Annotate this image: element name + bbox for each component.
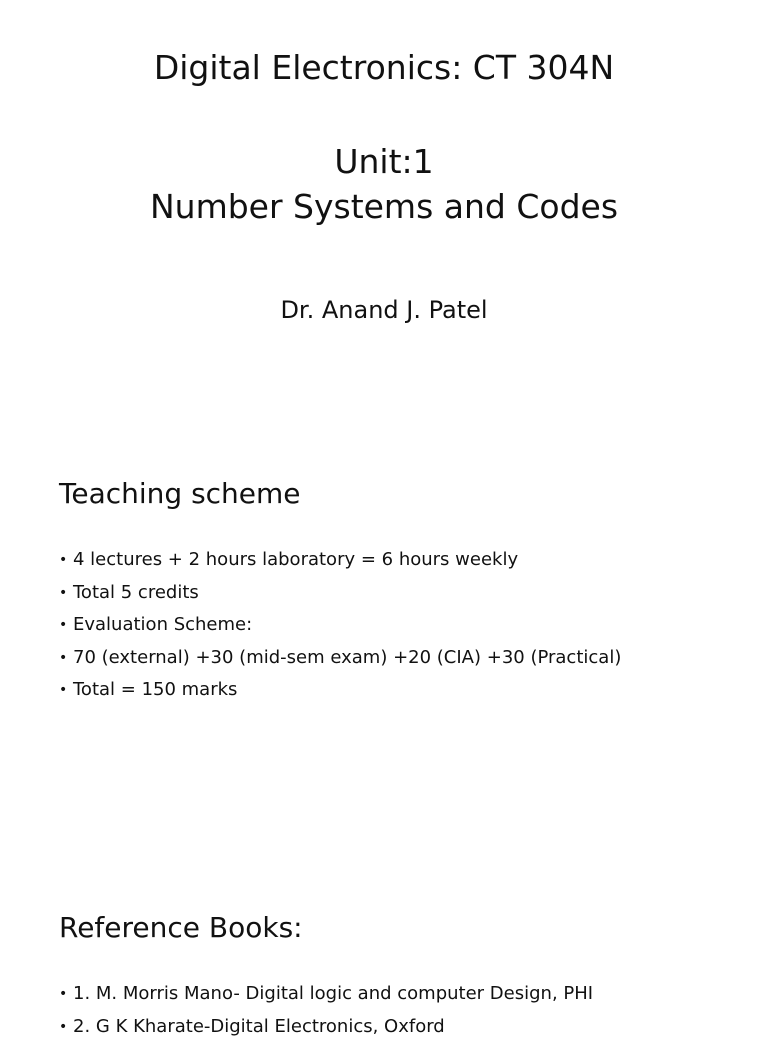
list-item <box>59 612 621 645</box>
list-item <box>59 1014 593 1046</box>
title-slide <box>0 0 768 432</box>
reference-books-slide <box>0 864 768 1024</box>
reference-books-heading: Reference Books: <box>59 910 303 946</box>
list-item <box>59 981 593 1014</box>
teaching-scheme-slide <box>0 432 768 864</box>
bullet-icon: • <box>59 645 67 671</box>
list-item-text: Total 5 credits <box>73 582 199 603</box>
author-name: Dr. Anand J. Patel <box>0 294 768 326</box>
reference-books-list <box>59 981 593 1046</box>
bullet-icon: • <box>59 547 67 573</box>
teaching-scheme-list <box>59 547 621 710</box>
bullet-icon: • <box>59 981 67 1007</box>
unit-topic: Number Systems and Codes <box>0 187 768 227</box>
list-item <box>59 547 621 580</box>
list-item-text: 4 lectures + 2 hours laboratory = 6 hours weekly <box>73 549 518 570</box>
list-item-text: Evaluation Scheme: <box>73 614 252 635</box>
bullet-icon: • <box>59 612 67 638</box>
bullet-icon: • <box>59 1014 67 1040</box>
teaching-scheme-heading: Teaching scheme <box>59 476 301 512</box>
list-item-text: 70 (external) +30 (mid-sem exam) +20 (CIA) +30 (Practical) <box>73 647 621 668</box>
list-item <box>59 645 621 678</box>
list-item-text: 1. M. Morris Mano- Digital logic and computer Design, PHI <box>73 983 593 1004</box>
list-item-text: 2. G K Kharate-Digital Electronics, Oxford <box>73 1016 445 1037</box>
bullet-icon: • <box>59 677 67 703</box>
course-title: Digital Electronics: CT 304N <box>0 48 768 88</box>
bullet-icon: • <box>59 580 67 606</box>
list-item <box>59 677 621 710</box>
unit-label: Unit:1 <box>0 142 768 182</box>
list-item-text: Total = 150 marks <box>73 679 237 700</box>
list-item <box>59 580 621 613</box>
